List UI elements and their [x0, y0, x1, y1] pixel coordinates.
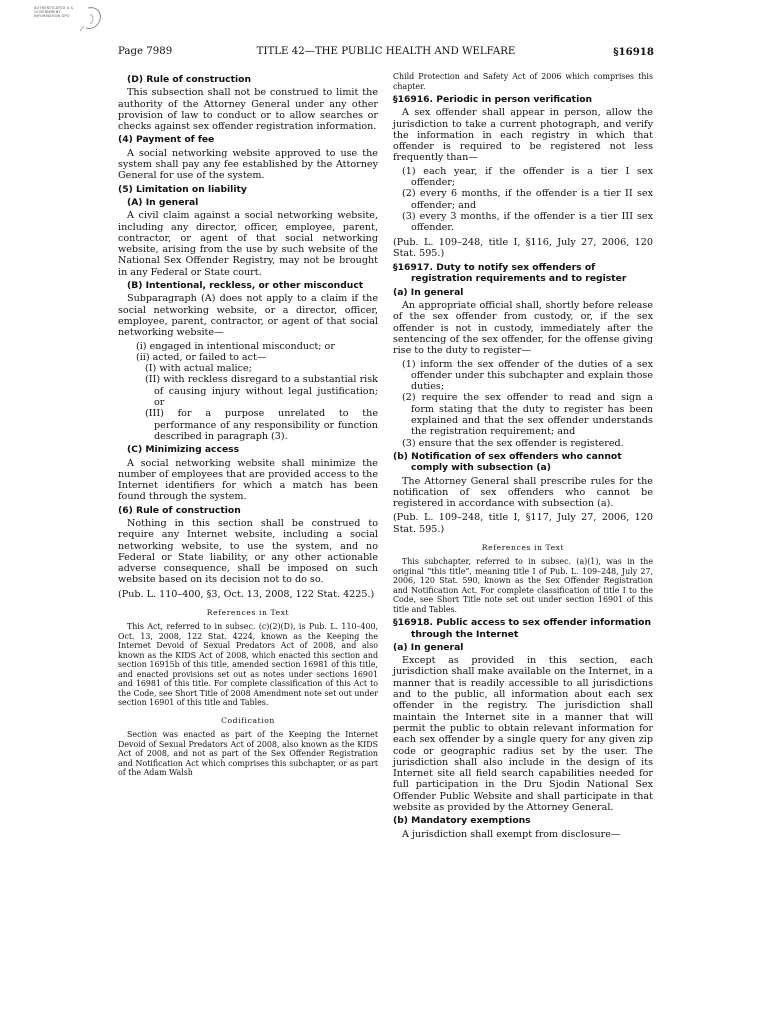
paragraph: The Attorney General shall prescribe rules for the notification of sex offenders who cannot be registered in accordance with subsection (a).: [393, 475, 653, 510]
subsection-heading: (b) Mandatory exemptions: [393, 815, 531, 827]
subsection-heading: (a) In general: [393, 286, 464, 298]
list-item: (i) engaged in intentional misconduct; or: [136, 340, 335, 352]
section-number: §16918: [613, 46, 654, 58]
citation: (Pub. L. 109–248, title I, §117, July 27, 2006, 120 Stat. 595.): [393, 512, 653, 535]
list-item: (3) every 3 months, if the offender is a tier III sex offender.: [402, 210, 653, 234]
running-title: TITLE 42—THE PUBLIC HEALTH AND WELFARE: [256, 46, 516, 57]
list-item: (2) require the sex offender to read and sign a form stating that the duty to register has been explained and that the sex offender understands the registration requirement; and: [402, 392, 653, 438]
paragraph: Subparagraph (A) does not apply to a claim if the social networking website, or a director, officer, employee, parent, contractor, or agent of that social networking website—: [118, 293, 378, 339]
paragraph: A social networking website approved to use the system shall pay any fee established by the Attorney General for use of the system.: [118, 147, 378, 182]
section-heading: §16918. Public access to sex offender information through the Internet: [393, 617, 651, 640]
paragraph: A civil claim against a social networking website, including any director, officer, employee, parent, contractor, or agent of that social networking website, arising from the use by such website of the National Sex Offender Registry, may not be brought in any Federal or State court.: [118, 210, 378, 278]
paragraph: This subsection shall not be construed to limit the authority of the Attorney General under any other provision of law to conduct or to allow searches or checks against sex offender registration information.: [118, 87, 378, 133]
seal-text: AUTHENTICATED U.S. GOVERNMENT INFORMATION GPO: [34, 6, 75, 19]
list-item: (II) with reckless disregard to a substantial risk of causing injury without legal justification; or: [145, 374, 378, 409]
note-heading: Codification: [221, 715, 275, 725]
note-text: Child Protection and Safety Act of 2006 which comprises this chapter.: [393, 72, 653, 91]
subsection-heading: (6) Rule of construction: [118, 504, 241, 516]
subsection-heading: (4) Payment of fee: [118, 134, 215, 146]
paragraph: A sex offender shall appear in person, allow the jurisdiction to take a current photograph, and verify the information in each registry in which that offender is required to be registered not less frequently than—: [393, 107, 653, 164]
list-item: (I) with actual malice;: [145, 363, 252, 375]
list-item: (3) ensure that the sex offender is registered.: [402, 437, 624, 449]
list-item: (1) each year, if the offender is a tier I sex offender;: [402, 165, 653, 189]
gpo-authentication-seal: [30, 4, 112, 34]
paragraph: A jurisdiction shall exempt from disclosure—: [402, 828, 621, 840]
page-header: [118, 46, 654, 60]
section-heading: §16917. Duty to notify sex offenders of registration requirements and to register: [393, 262, 627, 285]
paragraph: Except as provided in this section, each jurisdiction shall make available on the Internet, in a manner that is readily accessible to all jurisdictions and to the public, all information about each sex offender in the registry. The jurisdiction shall maintain the Internet site in a manner that will permit the public to obtain relevant information for each sex offender by a single query for any given zip code or geographic radius set by the user. The jurisdiction shall also include in the design of its Internet site all field search capabilities needed for full participation in the Dru Sjodin National Sex Offender Public Website and shall participate in that website as provided by the Attorney General.: [393, 655, 653, 814]
subsection-heading: (5) Limitation on liability: [118, 183, 247, 195]
note-text: This Act, referred to in subsec. (c)(2)(D), is Pub. L. 110–400, Oct. 13, 2008, 122 Stat. 4224, known as the Keeping the Internet Devoid of Sexual Predators Act of 2008, and also known as the KIDS Act of 2008, which enacted this section and section 16915b of this title, amended section 16981 of this title, and enacted provisions set out as notes under sections 16901 and 16981 of this title. For complete classification of this Act to the Code, see Short Title of 2008 Amendment note set out under section 16901 of this title and Tables.: [118, 622, 378, 708]
subsection-heading: (C) Minimizing access: [127, 444, 240, 456]
subsection-heading: (A) In general: [127, 196, 199, 208]
left-column: [118, 72, 378, 780]
note-text: Section was enacted as part of the Keeping the Internet Devoid of Sexual Predators Act of 2008, also known as the KIDS Act of 2008, and not as part of the Sex Offender Registration and Notification Act which comprises this subchapter, or as part of the Adam Walsh: [118, 730, 378, 778]
subsection-heading: (a) In general: [393, 641, 464, 653]
citation: (Pub. L. 109–248, title I, §116, July 27, 2006, 120 Stat. 595.): [393, 236, 653, 259]
section-heading: §16916. Periodic in person verification: [393, 94, 593, 105]
note-text: This subchapter, referred to in subsec. (a)(1), was in the original “this title”, meaning title I of Pub. L. 109–248, July 27, 2006, 120 Stat. 590, known as the Sex Offender Registration and Notification Act. For complete classification of title I to the Code, see Short Title note set out under section 16901 of this title and Tables.: [393, 557, 653, 614]
subsection-heading: (B) Intentional, reckless, or other misconduct: [127, 280, 364, 292]
subsection-heading: (b) Notification of sex offenders who cannot comply with subsection (a): [393, 450, 622, 474]
list-item: (1) inform the sex offender of the duties of a sex offender under this subchapter and explain those duties;: [402, 358, 653, 393]
paragraph: Nothing in this section shall be construed to require any Internet website, including a social networking website, to use the system, and no Federal or State liability, or any other actionable adverse consequence, shall be imposed on such website based on its decision not to do so.: [118, 517, 378, 586]
paragraph: A social networking website shall minimize the number of employees that are provided access to the Internet identifiers for which a match has been found through the system.: [118, 457, 378, 503]
page-number: Page 7989: [118, 46, 173, 57]
list-item: (III) for a purpose unrelated to the performance of any responsibility or function described in paragraph (3).: [145, 408, 378, 442]
paragraph: An appropriate official shall, shortly before release of the sex offender from custody, or, if the sex offender is not in custody, immediately after the sentencing of the sex offender, for the offense giving rise to the duty to register—: [393, 300, 653, 357]
note-heading: References in Text: [481, 542, 565, 552]
subsection-heading: (D) Rule of construction: [127, 74, 251, 85]
list-item: (2) every 6 months, if the offender is a tier II sex offender; and: [402, 188, 653, 211]
list-item: (ii) acted, or failed to act—: [136, 351, 267, 363]
right-column: [393, 72, 653, 842]
note-heading: References in Text: [206, 608, 290, 618]
citation: (Pub. L. 110–400, §3, Oct. 13, 2008, 122 Stat. 4225.): [118, 588, 375, 600]
